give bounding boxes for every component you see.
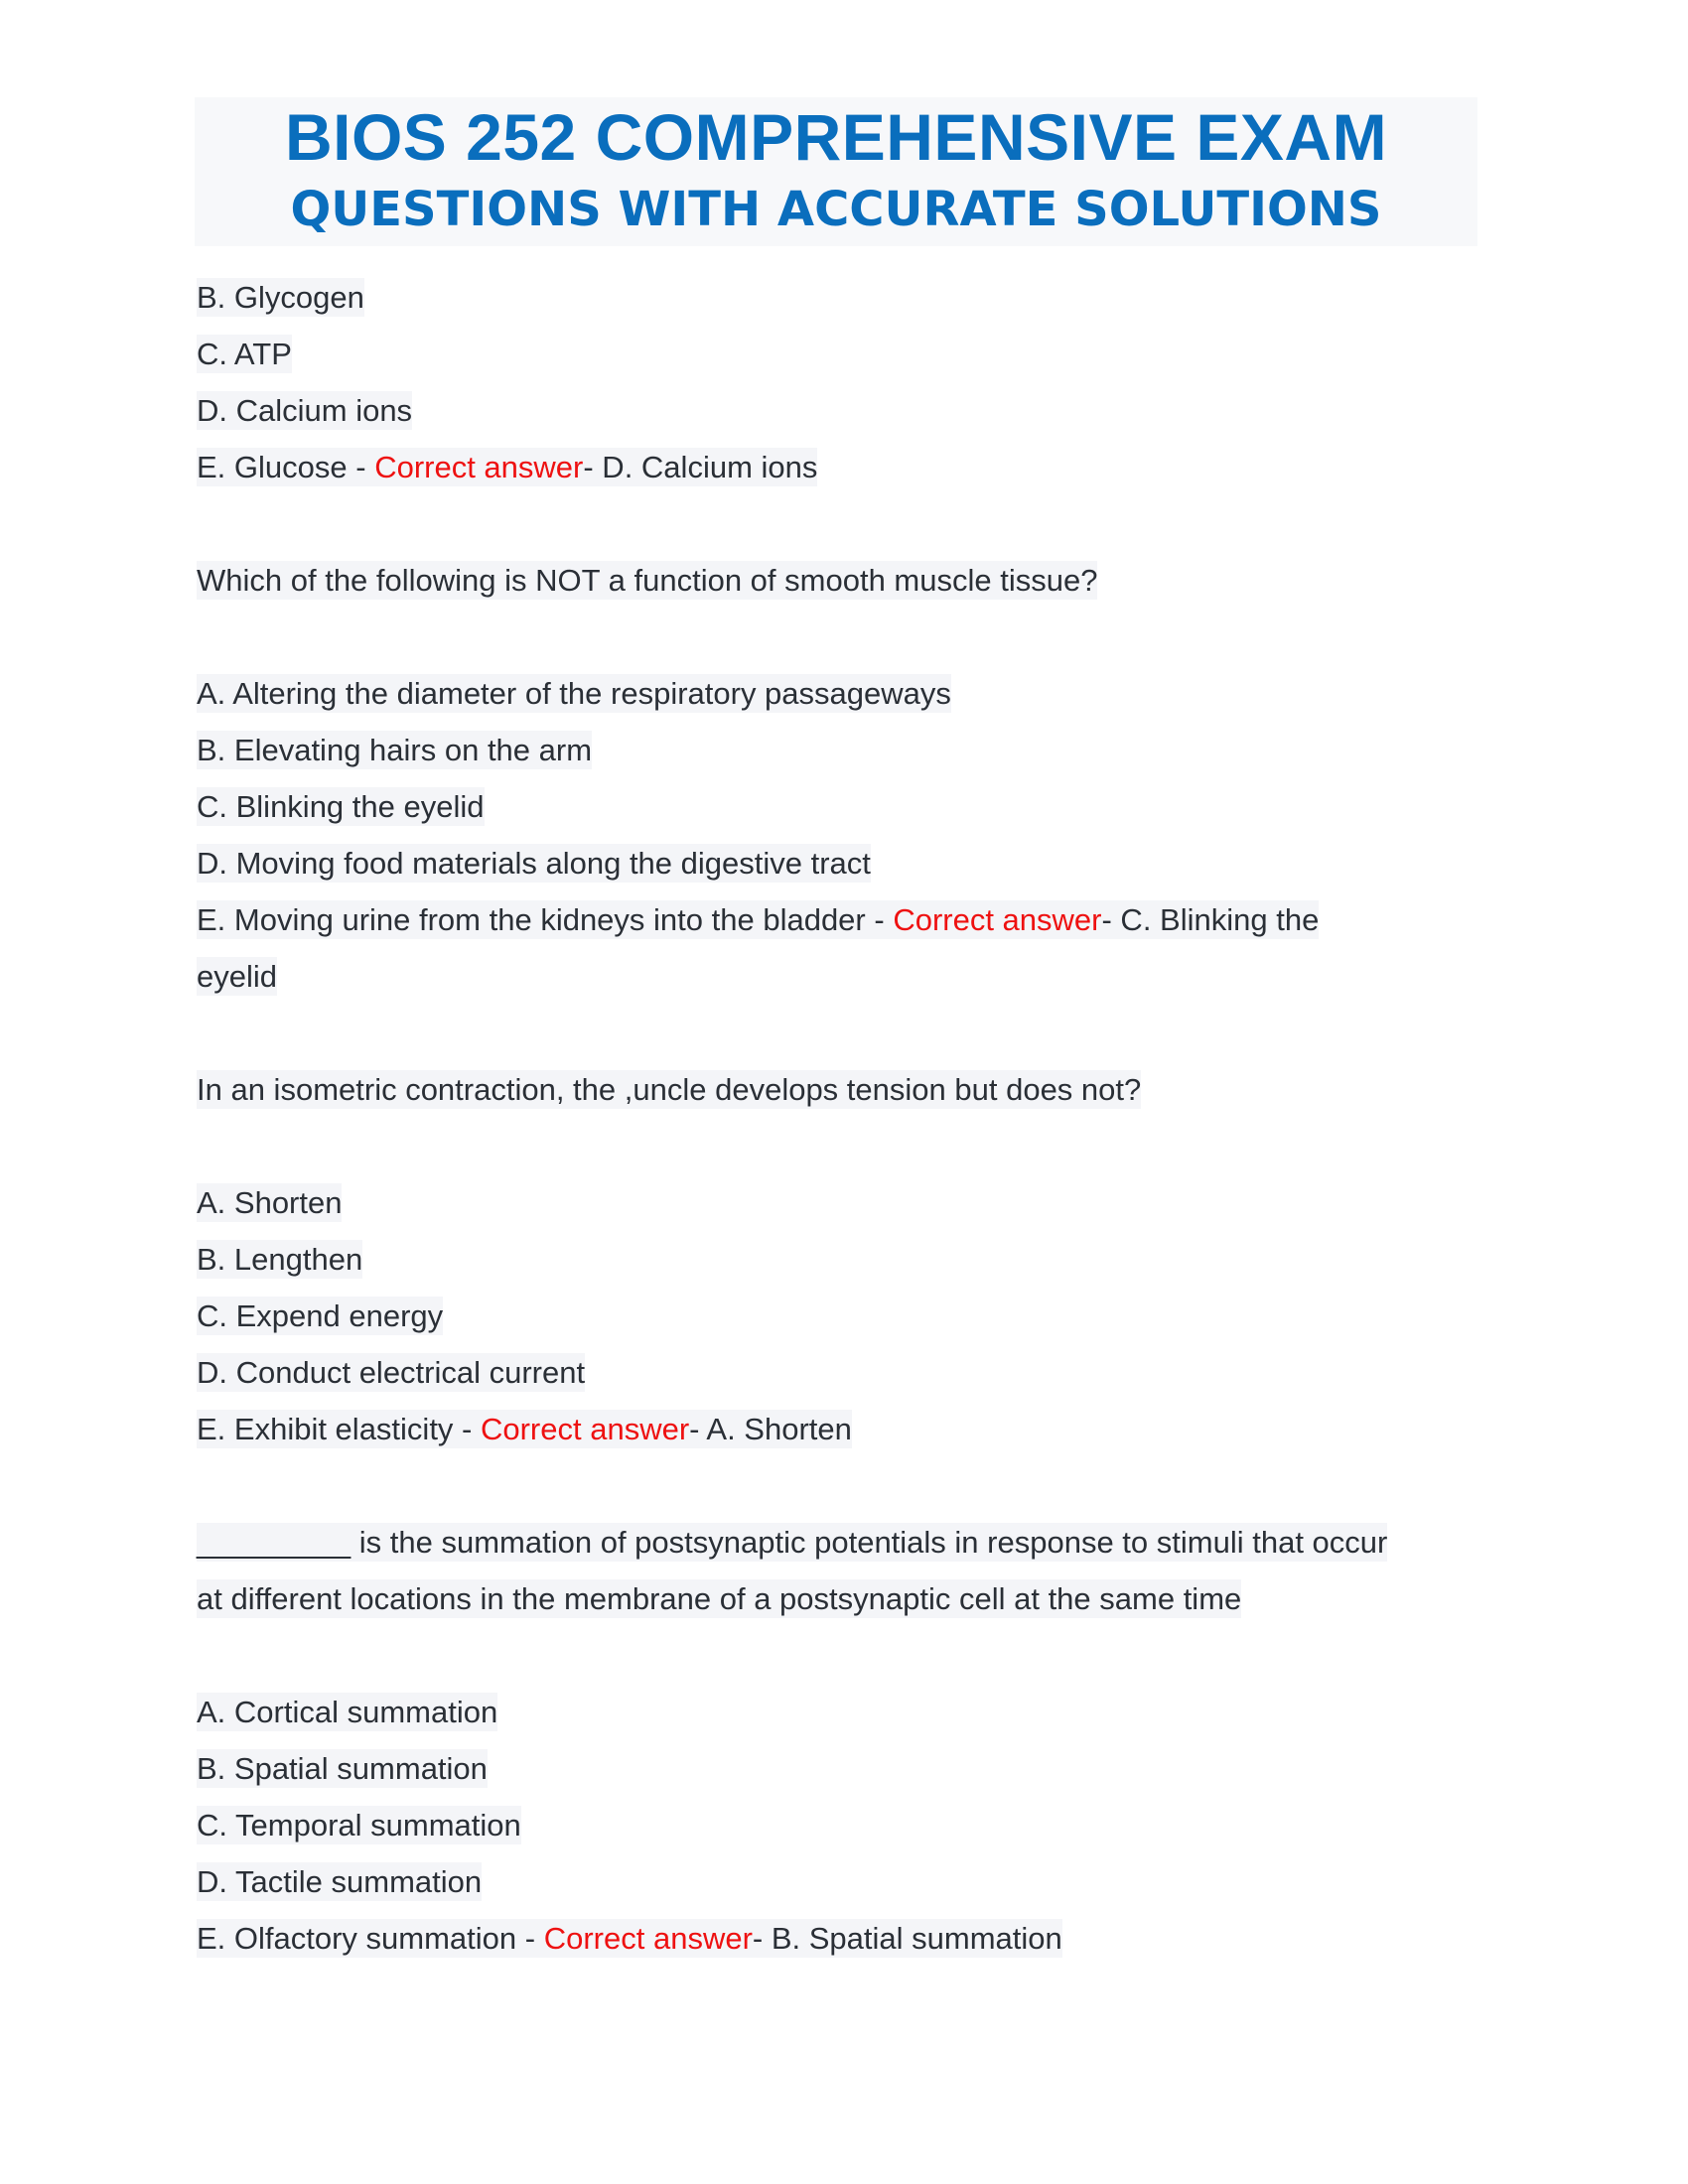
option-line: C. ATP: [197, 337, 292, 371]
correct-answer-label: Correct answer: [374, 450, 584, 484]
answer-line: E. Glucose - Correct answer- D. Calcium ions: [197, 450, 818, 484]
option-line: B. Spatial summation: [197, 1751, 488, 1786]
correct-answer-label: Correct answer: [893, 902, 1102, 937]
option-line: D. Moving food materials along the digestive tract: [197, 846, 871, 881]
option-line: B. Glycogen: [197, 280, 364, 315]
question-text: _________ is the summation of postsynaptic potentials in response to stimuli that occur: [197, 1525, 1388, 1560]
document-subtitle: QUESTIONS WITH ACCURATE SOLUTIONS: [290, 182, 1382, 237]
option-line: D. Tactile summation: [197, 1864, 483, 1899]
question-text: at different locations in the membrane of a postsynaptic cell at the same time: [197, 1581, 1242, 1616]
answer-line-wrap: eyelid: [197, 959, 277, 994]
document-title: BIOS 252 COMPREHENSIVE EXAM: [284, 100, 1388, 174]
answer-line: E. Olfactory summation - Correct answer- B. Spatial summation: [197, 1921, 1062, 1956]
answer-line: E. Exhibit elasticity - Correct answer- A. Shorten: [197, 1412, 852, 1446]
spacer: [197, 1118, 1487, 1174]
spacer: [197, 1005, 1487, 1061]
question-text: In an isometric contraction, the ,uncle develops tension but does not?: [197, 1072, 1142, 1107]
document-header: [195, 97, 1477, 246]
option-line: B. Elevating hairs on the arm: [197, 733, 593, 767]
correct-answer-label: Correct answer: [480, 1412, 690, 1446]
answer-line: E. Moving urine from the kidneys into the bladder - Correct answer- C. Blinking the: [197, 902, 1320, 937]
spacer: [197, 609, 1487, 665]
option-line: C. Blinking the eyelid: [197, 789, 485, 824]
spacer: [197, 495, 1487, 552]
document-body: [197, 269, 1487, 1967]
correct-answer-label: Correct answer: [543, 1921, 753, 1956]
option-line: A. Shorten: [197, 1185, 343, 1220]
option-line: D. Conduct electrical current: [197, 1355, 586, 1390]
option-line: C. Expend energy: [197, 1298, 444, 1333]
question-text: Which of the following is NOT a function of smooth muscle tissue?: [197, 563, 1098, 598]
option-line: A. Cortical summation: [197, 1695, 498, 1729]
option-line: C. Temporal summation: [197, 1808, 521, 1843]
spacer: [197, 1457, 1487, 1514]
option-line: D. Calcium ions: [197, 393, 413, 428]
option-line: A. Altering the diameter of the respiratory passageways: [197, 676, 951, 711]
spacer: [197, 1627, 1487, 1684]
option-line: B. Lengthen: [197, 1242, 363, 1277]
